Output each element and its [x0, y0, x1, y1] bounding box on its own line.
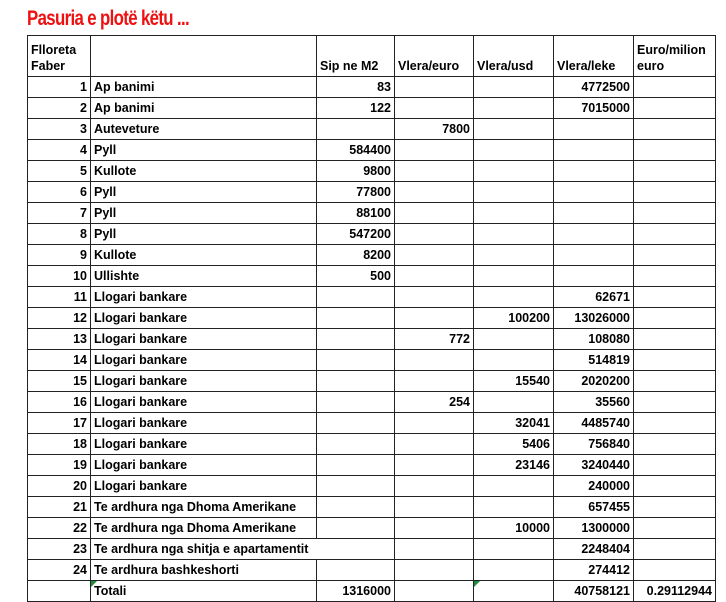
row-number: 20: [28, 476, 91, 497]
total-label: Totali: [91, 581, 317, 602]
row-description: Llogari bankare: [91, 329, 317, 350]
row-usd: [474, 140, 554, 161]
row-euro: [395, 371, 474, 392]
row-sip: 77800: [317, 182, 395, 203]
row-leke: 108080: [554, 329, 634, 350]
row-leke: 240000: [554, 476, 634, 497]
row-description: Llogari bankare: [91, 455, 317, 476]
row-number: 18: [28, 434, 91, 455]
total-row: [28, 581, 716, 602]
row-sip: 88100: [317, 203, 395, 224]
table-row: [28, 392, 716, 413]
row-euro: [395, 203, 474, 224]
row-description: Ullishte: [91, 266, 317, 287]
row-sip: 9800: [317, 161, 395, 182]
row-sip: 584400: [317, 140, 395, 161]
total-sip: 1316000: [317, 581, 395, 602]
row-euro: [395, 266, 474, 287]
header-owner-name: Flloreta Faber: [28, 36, 91, 77]
table-row: [28, 224, 716, 245]
row-number: 24: [28, 560, 91, 581]
table-body: [28, 36, 716, 602]
row-usd: 23146: [474, 455, 554, 476]
row-euro: [395, 287, 474, 308]
row-leke: [554, 182, 634, 203]
total-row-number: [28, 581, 91, 602]
table-row: [28, 497, 716, 518]
row-euro-million: [634, 308, 716, 329]
row-number: 15: [28, 371, 91, 392]
row-euro: [395, 161, 474, 182]
row-sip: [317, 455, 395, 476]
row-sip: [317, 497, 395, 518]
row-description: Llogari bankare: [91, 434, 317, 455]
row-description: Kullote: [91, 161, 317, 182]
row-euro: [395, 413, 474, 434]
table-row: [28, 350, 716, 371]
table-row: [28, 77, 716, 98]
table-row: [28, 308, 716, 329]
row-euro-million: [634, 455, 716, 476]
row-description: Ap banimi: [91, 98, 317, 119]
table-row: [28, 539, 716, 560]
row-sip: [317, 413, 395, 434]
row-number: 19: [28, 455, 91, 476]
row-euro: [395, 98, 474, 119]
row-euro: [395, 77, 474, 98]
row-number: 9: [28, 245, 91, 266]
row-usd: [474, 350, 554, 371]
row-usd: [474, 287, 554, 308]
row-sip: [317, 371, 395, 392]
row-number: 12: [28, 308, 91, 329]
table-row: [28, 140, 716, 161]
row-description: Llogari bankare: [91, 476, 317, 497]
row-usd: 10000: [474, 518, 554, 539]
row-sip: 83: [317, 77, 395, 98]
row-usd: [474, 98, 554, 119]
asset-table: [27, 35, 716, 602]
table-row: [28, 245, 716, 266]
row-euro: [395, 497, 474, 518]
table-row: [28, 287, 716, 308]
row-description: Llogari bankare: [91, 308, 317, 329]
row-euro: [395, 224, 474, 245]
table-row: [28, 413, 716, 434]
row-usd: 5406: [474, 434, 554, 455]
row-euro-million: [634, 434, 716, 455]
row-euro-million: [634, 413, 716, 434]
row-number: 5: [28, 161, 91, 182]
row-sip: [317, 350, 395, 371]
row-number: 16: [28, 392, 91, 413]
row-number: 14: [28, 350, 91, 371]
row-leke: [554, 203, 634, 224]
row-usd: [474, 497, 554, 518]
table-header-row: [28, 36, 716, 77]
row-description: Pyll: [91, 224, 317, 245]
table-row: [28, 266, 716, 287]
row-leke: 62671: [554, 287, 634, 308]
row-description: Ap banimi: [91, 77, 317, 98]
row-euro-million: [634, 350, 716, 371]
row-usd: [474, 476, 554, 497]
row-sip: [317, 476, 395, 497]
row-description: Te ardhura bashkeshorti: [91, 560, 317, 581]
header-sip: Sip ne M2: [317, 36, 395, 77]
row-sip: [317, 392, 395, 413]
article-headline: Pasuria e plotë këtu ...: [27, 7, 190, 30]
row-euro-million: [634, 182, 716, 203]
row-description: Te ardhura nga Dhoma Amerikane: [91, 497, 317, 518]
row-leke: 35560: [554, 392, 634, 413]
row-leke: 13026000: [554, 308, 634, 329]
row-euro-million: [634, 476, 716, 497]
row-euro-million: [634, 518, 716, 539]
row-euro-million: [634, 77, 716, 98]
row-number: 6: [28, 182, 91, 203]
row-euro: [395, 182, 474, 203]
row-euro: 7800: [395, 119, 474, 140]
row-euro: [395, 476, 474, 497]
table-row: [28, 119, 716, 140]
total-euro-million: 0.29112944: [634, 581, 716, 602]
row-sip: [317, 434, 395, 455]
header-euro-million: Euro/milion euro: [634, 36, 716, 77]
row-description: Pyll: [91, 203, 317, 224]
table-row: [28, 371, 716, 392]
row-description: Llogari bankare: [91, 371, 317, 392]
header-leke: Vlera/leke: [554, 36, 634, 77]
row-euro: [395, 140, 474, 161]
row-euro-million: [634, 224, 716, 245]
row-euro-million: [634, 266, 716, 287]
row-number: 2: [28, 98, 91, 119]
row-leke: 514819: [554, 350, 634, 371]
row-euro-million: [634, 329, 716, 350]
row-sip: [317, 518, 395, 539]
row-euro: [395, 455, 474, 476]
row-usd: [474, 245, 554, 266]
row-usd: 15540: [474, 371, 554, 392]
table-row: [28, 182, 716, 203]
total-euro: [395, 581, 474, 602]
row-description: Te ardhura nga Dhoma Amerikane: [91, 518, 317, 539]
row-euro-million: [634, 203, 716, 224]
row-description: Kullote: [91, 245, 317, 266]
total-leke: 40758121: [554, 581, 634, 602]
row-euro-million: [634, 497, 716, 518]
row-euro-million: [634, 98, 716, 119]
row-euro-million: [634, 539, 716, 560]
row-euro: [395, 245, 474, 266]
row-leke: [554, 140, 634, 161]
table-row: [28, 518, 716, 539]
row-euro-million: [634, 119, 716, 140]
row-euro-million: [634, 392, 716, 413]
table-row: [28, 560, 716, 581]
row-description: Auteveture: [91, 119, 317, 140]
row-euro: [395, 350, 474, 371]
row-leke: 3240440: [554, 455, 634, 476]
row-number: 22: [28, 518, 91, 539]
row-usd: [474, 119, 554, 140]
row-description: Pyll: [91, 182, 317, 203]
table-row: [28, 98, 716, 119]
row-usd: [474, 203, 554, 224]
row-euro-million: [634, 287, 716, 308]
row-usd: [474, 329, 554, 350]
row-leke: [554, 266, 634, 287]
row-usd: 32041: [474, 413, 554, 434]
row-leke: 756840: [554, 434, 634, 455]
row-usd: [474, 161, 554, 182]
row-sip: [317, 119, 395, 140]
row-description: Llogari bankare: [91, 392, 317, 413]
row-sip: [317, 329, 395, 350]
row-number: 10: [28, 266, 91, 287]
row-sip: 122: [317, 98, 395, 119]
row-number: 11: [28, 287, 91, 308]
table-row: [28, 455, 716, 476]
row-euro-million: [634, 560, 716, 581]
row-number: 23: [28, 539, 91, 560]
row-usd: [474, 560, 554, 581]
header-euro: Vlera/euro: [395, 36, 474, 77]
row-euro-million: [634, 161, 716, 182]
table-row: [28, 329, 716, 350]
row-sip: 500: [317, 266, 395, 287]
row-usd: 100200: [474, 308, 554, 329]
row-description: Llogari bankare: [91, 413, 317, 434]
table-row: [28, 434, 716, 455]
header-description: [91, 36, 317, 77]
row-sip: 547200: [317, 224, 395, 245]
row-leke: 4485740: [554, 413, 634, 434]
row-number: 17: [28, 413, 91, 434]
row-number: 7: [28, 203, 91, 224]
row-sip: [317, 308, 395, 329]
table-row: [28, 161, 716, 182]
row-description: Te ardhura nga shitja e apartamentit: [91, 539, 317, 560]
row-usd: [474, 224, 554, 245]
row-euro: 254: [395, 392, 474, 413]
row-number: 1: [28, 77, 91, 98]
row-leke: 274412: [554, 560, 634, 581]
table-row: [28, 476, 716, 497]
row-usd: [474, 539, 554, 560]
total-usd: [474, 581, 554, 602]
row-number: 3: [28, 119, 91, 140]
row-leke: 657455: [554, 497, 634, 518]
row-number: 21: [28, 497, 91, 518]
row-number: 8: [28, 224, 91, 245]
row-leke: [554, 161, 634, 182]
row-euro: 772: [395, 329, 474, 350]
table-row: [28, 203, 716, 224]
row-euro: [395, 308, 474, 329]
row-number: 13: [28, 329, 91, 350]
row-leke: 1300000: [554, 518, 634, 539]
row-usd: [474, 266, 554, 287]
header-usd: Vlera/usd: [474, 36, 554, 77]
row-usd: [474, 392, 554, 413]
row-leke: 2020200: [554, 371, 634, 392]
row-sip: [317, 539, 395, 560]
row-euro-million: [634, 140, 716, 161]
row-euro: [395, 434, 474, 455]
row-usd: [474, 182, 554, 203]
row-euro: [395, 518, 474, 539]
row-euro: [395, 560, 474, 581]
row-description: Llogari bankare: [91, 350, 317, 371]
row-leke: 2248404: [554, 539, 634, 560]
row-description: Llogari bankare: [91, 287, 317, 308]
row-leke: 4772500: [554, 77, 634, 98]
row-leke: 7015000: [554, 98, 634, 119]
row-euro: [395, 539, 474, 560]
row-euro-million: [634, 371, 716, 392]
row-number: 4: [28, 140, 91, 161]
row-description: Pyll: [91, 140, 317, 161]
row-sip: [317, 560, 395, 581]
row-leke: [554, 119, 634, 140]
row-sip: [317, 287, 395, 308]
row-usd: [474, 77, 554, 98]
row-leke: [554, 224, 634, 245]
row-leke: [554, 245, 634, 266]
row-sip: 8200: [317, 245, 395, 266]
row-euro-million: [634, 245, 716, 266]
